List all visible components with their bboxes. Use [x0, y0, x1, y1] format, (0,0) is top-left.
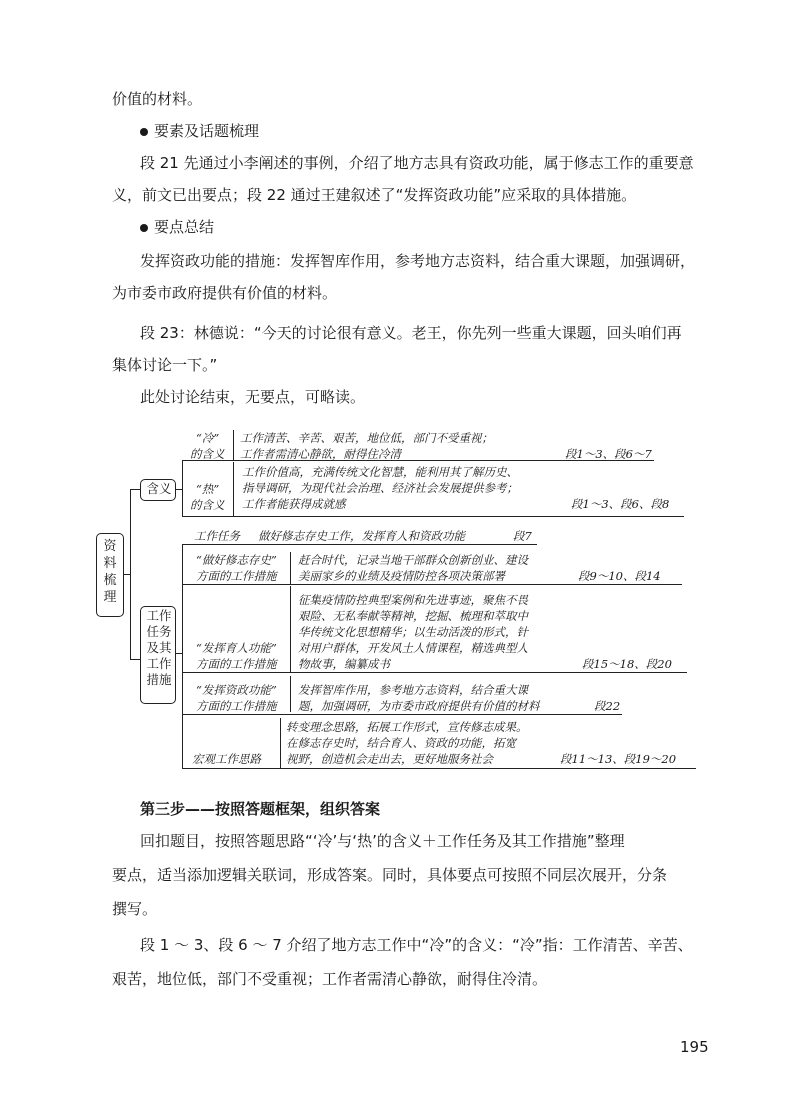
text-line: 要点，适当添加逻辑关联词，形成答案。同时，具体要点可按照不同层次展开，分条 [112, 866, 668, 884]
connector-line [130, 489, 140, 490]
connector-line [182, 544, 537, 545]
text-line: 此处讨论结束，无要点，可略读。 [140, 388, 366, 406]
macro-label: 宏观工作思路 [192, 752, 261, 766]
measure2-ref: 段15～18、段20 [582, 657, 672, 671]
text-line: 回扣题目，按照答题思路“‘冷’与‘热’的含义＋工作任务及其工作措施”整理 [140, 832, 625, 850]
measure3-text: 题，加强调研，为市委市政府提供有价值的材料 [298, 699, 540, 713]
tasks-box [140, 606, 176, 704]
root-label: 资料梳理 [103, 539, 117, 605]
page-number: 195 [680, 1038, 709, 1056]
measure1-label: 方面的工作措施 [196, 569, 277, 583]
measure1-text: 赶合时代，记录当地干部群众创新创业、建设 [298, 553, 528, 567]
text-line: 段 21 先通过小李阐述的事例，介绍了地方志具有资政功能，属于修志工作的重要意 [140, 154, 694, 172]
measure1-label: “做好修志存史” [196, 553, 277, 567]
connector-line [175, 653, 182, 654]
text-line: 价值的材料。 [112, 90, 203, 108]
connector-line [182, 584, 682, 585]
connector-line [182, 544, 183, 768]
macro-text: 视野，创造机会走出去，更好地服务社会 [286, 752, 493, 766]
measure2-text: 征集疫情防控典型案例和先进事迹，聚焦不畏 [298, 593, 528, 607]
macro-text: 转变理念思路，拓展工作形式，宣传修志成果。 [286, 720, 528, 734]
connector-line [290, 676, 291, 712]
cold-label: 的含义 [190, 447, 225, 461]
measure2-text: 对用户群体，开发风土人情课程，精选典型人 [298, 641, 528, 655]
text-line: 撰写。 [112, 900, 158, 918]
heading-text: 要点总结 [154, 218, 215, 236]
connector-line [182, 672, 687, 673]
text-line: 段 1 ～ 3、段 6 ～ 7 介绍了地方志工作中“冷”的含义：“冷”指：工作清苦、辛苦、 [140, 936, 693, 954]
heading-text: 要素及话题梳理 [154, 122, 260, 140]
connector-line [182, 768, 696, 769]
tasks-label: 工作任务及其工作措施 [146, 608, 172, 687]
connector-line [233, 462, 234, 516]
connector-line [290, 586, 291, 672]
hot-label: “热” [196, 482, 220, 496]
measure1-text: 美丽家乡的业绩及疫情防控各项决策部署 [298, 569, 505, 583]
task-text: 做好修志存史工作，发挥育人和资政功能 [258, 529, 465, 543]
text-line: 为市委市政府提供有价值的材料。 [112, 284, 338, 302]
text-line: 集体讨论一下。” [112, 356, 218, 374]
measure3-label: “发挥资政功能” [196, 683, 277, 697]
text-line: 发挥资政功能的措施：发挥智库作用，参考地方志资料，结合重大课题，加强调研， [140, 252, 696, 270]
hot-label: 的含义 [190, 498, 225, 512]
measure1-ref: 段9～10、段14 [578, 569, 661, 583]
connector-line [175, 489, 182, 490]
hot-ref: 段1～3、段6、段8 [571, 497, 670, 511]
text-line: 段 23：林德说：“今天的讨论很有意义。老王，你先列一些重大课题，回头咱们再 [140, 324, 682, 342]
measure3-ref: 段22 [594, 699, 621, 713]
measure3-label: 方面的工作措施 [196, 699, 277, 713]
measure3-text: 发挥智库作用，参考地方志资料，结合重大课 [298, 683, 528, 697]
cold-label: “冷” [196, 431, 220, 445]
cold-text: 工作者需清心静欲，耐得住冷清 [240, 447, 401, 461]
root-box [96, 533, 124, 617]
connector-line [280, 718, 281, 768]
measure2-text: 物故事，编纂成书 [298, 657, 390, 671]
connector-line [182, 516, 684, 517]
cold-text: 工作清苦、辛苦、艰苦，地位低，部门不受重视； [240, 431, 493, 445]
connector-line [182, 460, 183, 516]
macro-ref: 段11～13、段19～20 [560, 752, 677, 766]
text-line: 义，前文已出要点；段 22 通过王建叙述了“发挥资政功能”应采取的具体措施。 [112, 186, 637, 204]
text-line: 艰苦，地位低，部门不受重视；工作者需清心静欲，耐得住冷清。 [112, 970, 548, 988]
measure2-label: 方面的工作措施 [196, 657, 277, 671]
meaning-box [140, 479, 176, 501]
hot-text: 指导调研，为现代社会治理、经济社会发展提供参考； [242, 481, 518, 495]
connector-line [182, 714, 622, 715]
measure2-text: 艰险、无私奉献等精神，挖掘、梳理和萃取中 [298, 609, 528, 623]
cold-ref: 段1～3、段6～7 [565, 447, 652, 461]
task-label: 工作任务 [194, 529, 240, 543]
meaning-label: 含义 [146, 481, 172, 496]
hot-text: 工作价值高，充满传统文化智慧，能利用其了解历史、 [242, 465, 518, 479]
connector-line [233, 430, 234, 460]
step-heading: 第三步——按照答题框架，组织答案 [140, 800, 381, 818]
task-ref: 段7 [513, 529, 532, 543]
connector-line [130, 489, 131, 659]
macro-text: 在修志存史时，结合育人、资政的功能，拓宽 [286, 736, 516, 750]
measure2-label: “发挥育人功能” [196, 641, 277, 655]
measure2-text: 华传统文化思想精华；以生动活泼的形式，针 [298, 625, 528, 639]
connector-line [130, 659, 140, 660]
connector-line [123, 574, 130, 575]
hot-text: 工作者能获得成就感 [242, 497, 346, 511]
connector-line [290, 552, 291, 584]
